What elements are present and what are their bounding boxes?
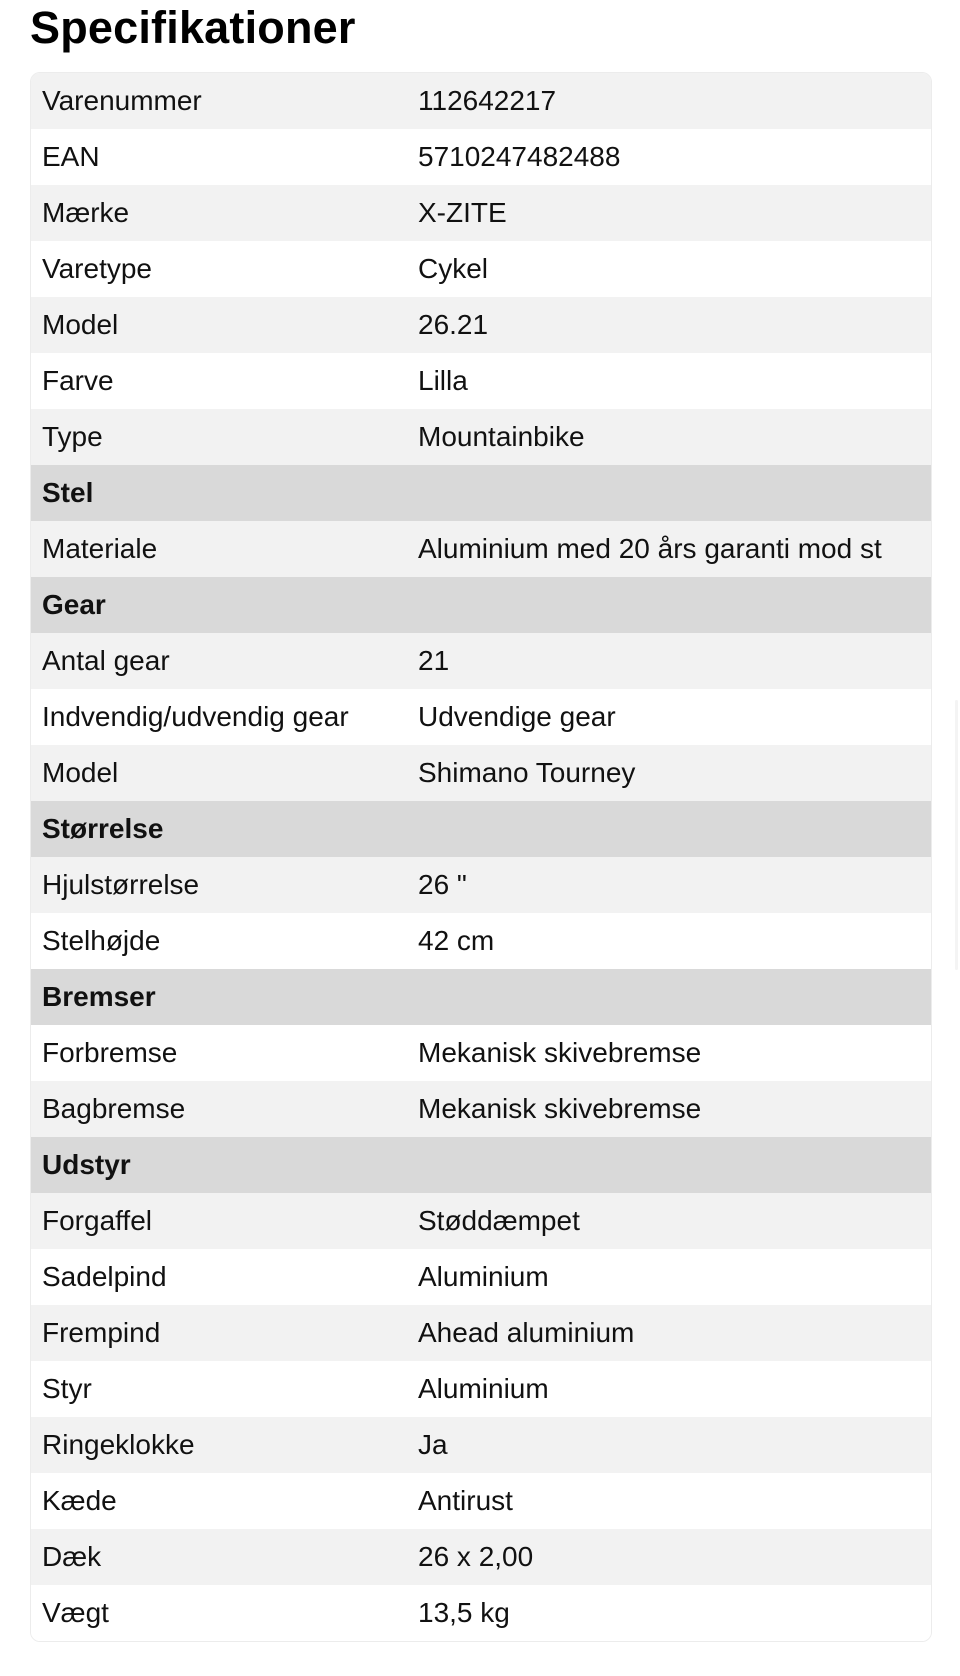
spec-label: Varenummer	[42, 85, 202, 116]
section-header-gear	[31, 577, 931, 633]
spec-label: Ringeklokke	[42, 1429, 195, 1460]
spec-label: Vægt	[42, 1597, 109, 1628]
spec-row-bagbremse	[31, 1081, 931, 1137]
spec-row-stelhoejde	[31, 913, 931, 969]
spec-row-maerke	[31, 185, 931, 241]
spec-value: 26 "	[418, 869, 467, 900]
spec-row-kaede	[31, 1473, 931, 1529]
section-header-stoerrelse	[31, 801, 931, 857]
spec-value: 21	[418, 645, 450, 676]
spec-value: Aluminium	[418, 1373, 549, 1404]
spec-label: Styr	[42, 1373, 92, 1404]
spec-value: X-ZITE	[418, 197, 507, 228]
spec-label: Antal gear	[42, 645, 170, 676]
spec-row-frempind	[31, 1305, 931, 1361]
spec-value: Mekanisk skivebremse	[418, 1037, 702, 1068]
section-title: Stel	[42, 477, 94, 508]
spec-row-ean	[31, 129, 931, 185]
spec-value: 42 cm	[418, 925, 495, 956]
spec-row-antal-gear	[31, 633, 931, 689]
section-title: Størrelse	[42, 813, 164, 844]
spec-row-vaegt	[31, 1585, 931, 1641]
spec-value: 112642217	[418, 85, 557, 116]
spec-row-hjulstoerrelse	[31, 857, 931, 913]
spec-row-farve	[31, 353, 931, 409]
spec-label: Model	[42, 309, 119, 340]
section-header-bremser	[31, 969, 931, 1025]
spec-label: Sadelpind	[42, 1261, 167, 1292]
spec-value: 26.21	[418, 309, 489, 340]
spec-row-forbremse	[31, 1025, 931, 1081]
spec-value: Aluminium	[418, 1261, 549, 1292]
spec-row-styr	[31, 1361, 931, 1417]
spec-label: Bagbremse	[42, 1093, 186, 1124]
spec-value: Antirust	[418, 1485, 513, 1516]
spec-value: Ja	[418, 1429, 448, 1460]
spec-value: 26 x 2,00	[418, 1541, 534, 1572]
spec-label: Frempind	[42, 1317, 161, 1348]
spec-row-ringeklokke	[31, 1417, 931, 1473]
spec-value: Støddæmpet	[418, 1205, 580, 1236]
spec-label: Forbremse	[42, 1037, 178, 1068]
spec-row-gear-model	[31, 745, 931, 801]
spec-value: Ahead aluminium	[418, 1317, 635, 1348]
section-title: Udstyr	[42, 1149, 131, 1180]
spec-label: Farve	[42, 365, 114, 396]
spec-value: Shimano Tourney	[418, 757, 636, 788]
spec-value: Udvendige gear	[418, 701, 616, 732]
spec-label: Stelhøjde	[42, 925, 161, 956]
section-title: Gear	[42, 589, 106, 620]
section-title: Bremser	[42, 981, 156, 1012]
spec-value: Mekanisk skivebremse	[418, 1093, 702, 1124]
spec-row-sadelpind	[31, 1249, 931, 1305]
spec-label: Varetype	[42, 253, 152, 284]
spec-label: Model	[42, 757, 119, 788]
spec-value: Cykel	[418, 253, 489, 284]
spec-label: Forgaffel	[42, 1205, 152, 1236]
spec-value: Lilla	[418, 365, 468, 396]
section-header-stel	[31, 465, 931, 521]
spec-value: 5710247482488	[418, 141, 621, 172]
spec-row-forgaffel	[31, 1193, 931, 1249]
section-header-udstyr	[31, 1137, 931, 1193]
spec-label: EAN	[42, 141, 100, 172]
spec-row-varetype	[31, 241, 931, 297]
spec-label: Mærke	[42, 197, 130, 228]
spec-row-indvendig-udvendig-gear	[31, 689, 931, 745]
spec-label: Type	[42, 421, 103, 452]
specifications-table	[30, 72, 932, 1642]
spec-row-varenummer	[31, 73, 931, 129]
spec-row-daek	[31, 1529, 931, 1585]
spec-label: Dæk	[42, 1541, 102, 1572]
spec-label: Hjulstørrelse	[42, 869, 200, 900]
spec-row-model	[31, 297, 931, 353]
spec-row-materiale	[31, 521, 931, 577]
spec-label: Indvendig/udvendig gear	[42, 701, 349, 732]
spec-value: Aluminium med 20 års garanti mod st	[418, 533, 882, 564]
horizontal-scroll-indicator[interactable]	[955, 700, 958, 970]
spec-row-type	[31, 409, 931, 465]
spec-value: Mountainbike	[418, 421, 585, 452]
spec-label: Materiale	[42, 533, 158, 564]
spec-label: Kæde	[42, 1485, 117, 1516]
page-title: Specifikationer	[30, 2, 356, 53]
spec-value: 13,5 kg	[418, 1597, 510, 1628]
